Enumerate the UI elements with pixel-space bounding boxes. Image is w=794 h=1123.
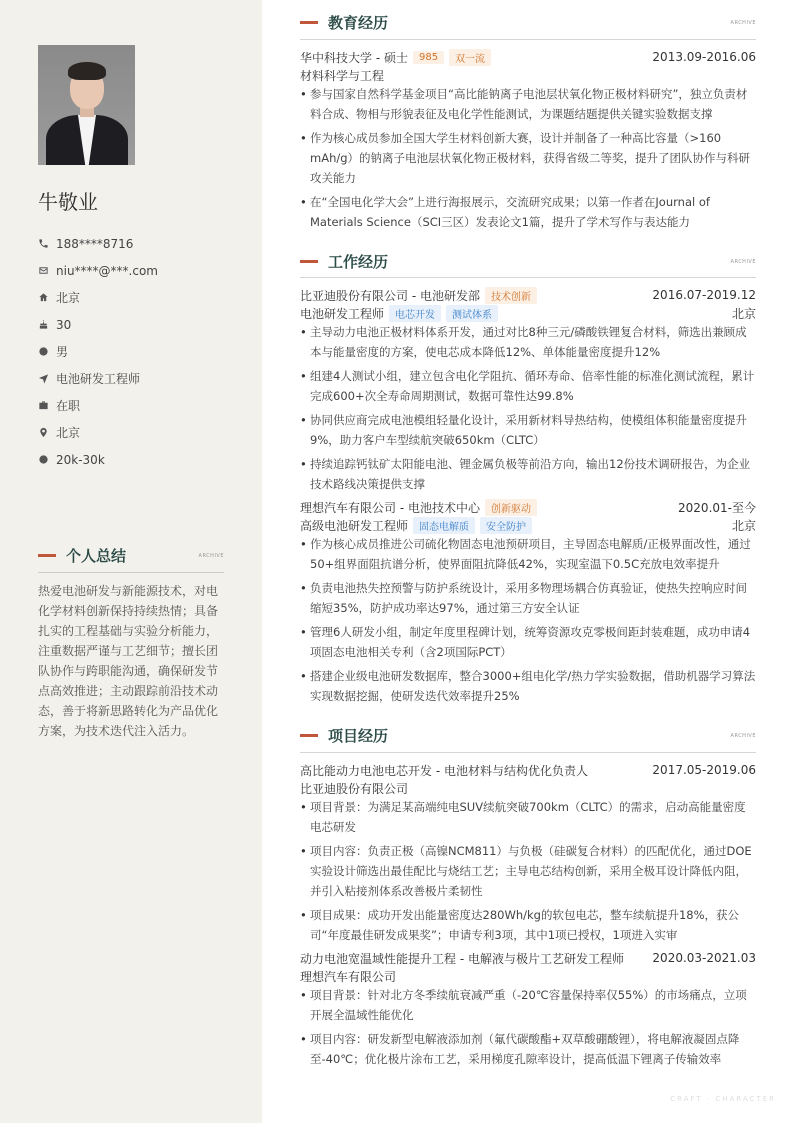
heading-accent-bar: [300, 260, 318, 263]
job-bullet: • 持续追踪钙钛矿太阳能电池、锂金属负极等前沿方向，输出12份技术调研报告，为企业技术路线决策提供支撑: [300, 454, 756, 494]
job-city: 北京: [731, 306, 756, 321]
job-city: 北京: [731, 518, 756, 533]
cake-icon: [38, 319, 49, 330]
education-tag: 985: [413, 51, 444, 64]
summary-title: 个人总结: [66, 547, 127, 565]
project-name: 动力电池宽温域性能提升工程 - 电解液与极片工艺研发工程师: [300, 951, 624, 966]
info-gender-text: 男: [56, 345, 69, 359]
info-status: [38, 392, 248, 419]
info-target-position: [38, 365, 248, 392]
info-email-text: niu****@***.com: [56, 263, 158, 278]
education-major-row: [300, 66, 756, 84]
profile-photo: [38, 45, 135, 165]
job-role-tag: 电芯开发: [389, 305, 441, 322]
job-role: 高级电池研发工程师: [300, 518, 409, 533]
job-company-tag: 创新驱动: [485, 499, 537, 516]
job-role-tag: 测试体系: [446, 305, 498, 322]
job-bullet: • 主导动力电池正极材料体系开发，通过对比8种三元/磷酸铁锂复合材料，筛选出兼顾成本与能量密度的方案，使电芯成本降低12%、单体能量密度提升12%: [300, 322, 756, 362]
education-bullet: • 参与国家自然科学基金项目“高比能钠离子电池层状氧化物正极材料研究”，独立负责材料合成、物相与形貌表征及电化学性能测试，为课题结题提供关键实验数据支撑: [300, 84, 756, 124]
work-heading: [300, 251, 756, 272]
job-role: 电池研发工程师: [300, 306, 385, 321]
education-school: 华中科技大学 - 硕士: [300, 50, 408, 65]
projects-title: 项目经历: [328, 727, 389, 745]
summary-text: 热爱电池研发与新能源技术，对电化学材料创新保持持续热情；具备扎实的工程基础与实验分析能力，注重数据严谨与工艺细节；擅长团队协作与跨职能沟通，确保研发节点高效推进；主动跟踪前沿技术动态，善于将新思路转化为产品优化方案，为技术迭代注入活力。: [38, 584, 219, 738]
briefcase-icon: [38, 400, 49, 411]
info-residence-text: 北京: [56, 291, 81, 305]
projects-divider: [300, 752, 756, 753]
mail-icon: [38, 265, 49, 276]
watermark: CRAFT · CHARACTER: [670, 1095, 776, 1103]
phone-icon: [38, 238, 49, 249]
education-divider: [300, 39, 756, 40]
project-bullet: • 项目内容：研发新型电解液添加剂（氟代碳酸酯+双草酸硼酸锂），将电解液凝固点降至-40℃；优化极片涂布工艺，采用梯度孔隙率设计，提高低温下锂离子传输效率: [300, 1029, 756, 1069]
job-role-row: [300, 516, 756, 534]
education-bullet: • 作为核心成员参加全国大学生材料创新大赛，设计并制备了一种高比容量（>160 mAh/g）的钠离子电池层状氧化物正极材料，获得省级二等奖，提升了团队协作与科研攻关能力: [300, 128, 756, 188]
education-title: 教育经历: [328, 14, 389, 32]
info-salary-text: 20k-30k: [56, 452, 105, 467]
project-period: 2020.03-2021.03: [652, 951, 756, 965]
heading-accent-bar: [38, 554, 56, 557]
work-title: 工作经历: [328, 253, 389, 271]
projects-archive-label: ARCHIVE: [730, 732, 756, 739]
project-name-row: [300, 949, 756, 967]
work-archive-label: ARCHIVE: [730, 258, 756, 265]
heading-accent-bar: [300, 21, 318, 24]
job-bullet: • 负责电池热失控预警与防护系统设计，采用多物理场耦合仿真验证，使热失控响应时间缩短35%，防护成功率达97%，通过第三方安全认证: [300, 578, 756, 618]
info-target-city-text: 北京: [56, 426, 81, 440]
info-email: [38, 257, 248, 284]
summary-heading: [38, 545, 224, 566]
education-heading: [300, 12, 756, 33]
job-role-tag: 安全防护: [480, 517, 532, 534]
job-bullet: • 搭建企业级电池研发数据库，整合3000+组电化学/热力学实验数据，借助机器学习算法实现数据挖掘，使研发迭代效率提升25%: [300, 666, 756, 706]
location-icon: [38, 427, 49, 438]
summary-divider: [38, 572, 224, 573]
job-bullet: • 协同供应商完成电池模组轻量化设计，采用新材料导热结构，使模组体积能量密度提升9%，助力客户车型续航突破650km（CLTC）: [300, 410, 756, 450]
project-company-row: [300, 967, 756, 985]
job-company-tag: 技术创新: [485, 287, 537, 304]
info-age: [38, 311, 248, 338]
job-company: 理想汽车有限公司 - 电池技术中心: [300, 500, 480, 515]
education-school-row: [300, 48, 756, 66]
project-bullet: • 项目成果：成功开发出能量密度达280Wh/kg的软包电芯，整车续航提升18%，获公司“年度最佳研发成果奖”；申请专利3项，其中1项已授权，1项进入实审: [300, 905, 756, 945]
send-icon: [38, 373, 49, 384]
info-residence: [38, 284, 248, 311]
info-phone: [38, 230, 248, 257]
project-company: 理想汽车有限公司: [300, 969, 397, 984]
education-period: 2013.09-2016.06: [652, 50, 756, 64]
job-role-tag: 固态电解质: [413, 517, 475, 534]
job-company: 比亚迪股份有限公司 - 电池研发部: [300, 288, 480, 303]
education-bullet: • 在“全国电化学大会”上进行海报展示，交流研究成果；以第一作者在Journal of Materials Science（SCI三区）发表论文1篇，提升了学术写作与表达能力: [300, 192, 756, 232]
job-bullet: • 组建4人测试小组，建立包含电化学阻抗、循环寿命、倍率性能的标准化测试流程，累计完成600+次全寿命周期测试，数据可靠性达99.8%: [300, 366, 756, 406]
project-bullet: • 项目背景：为满足某高端纯电SUV续航突破700km（CLTC）的需求，启动高能量密度电芯研发: [300, 797, 756, 837]
contact-info-list: [38, 230, 248, 473]
info-status-text: 在职: [56, 399, 81, 413]
info-gender: [38, 338, 248, 365]
education-major: 材料科学与工程: [300, 68, 385, 83]
job-bullet: • 管理6人研发小组，制定年度里程碑计划，统筹资源攻克零极间距封装难题，成功申请4项固态电池相关专利（含2项国际PCT）: [300, 622, 756, 662]
info-target-city: [38, 419, 248, 446]
info-target-position-text: 电池研发工程师: [56, 372, 141, 386]
info-phone-text: 188****8716: [56, 236, 134, 251]
job-company-row: [300, 286, 756, 304]
candidate-name: 牛敬业: [38, 190, 98, 214]
project-bullet: • 项目背景：针对北方冬季续航衰减严重（-20℃容量保持率仅55%）的市场痛点，立项开展全温域性能优化: [300, 985, 756, 1025]
job-role-row: [300, 304, 756, 322]
project-name: 高比能动力电池电芯开发 - 电池材料与结构优化负责人: [300, 763, 588, 778]
heading-accent-bar: [300, 734, 318, 737]
project-bullet: • 项目内容：负责正极（高镍NCM811）与负极（硅碳复合材料）的匹配优化，通过DOE实验设计筛选出最佳配比与烧结工艺；主导电芯结构创新，采用全极耳设计降低内阻，并引入粘接剂体系改善极片柔韧性: [300, 841, 756, 901]
job-period: 2020.01-至今: [678, 500, 756, 515]
projects-heading: [300, 725, 756, 746]
education-archive-label: ARCHIVE: [730, 19, 756, 26]
info-salary: [38, 446, 248, 473]
summary-archive-label: ARCHIVE: [198, 552, 224, 559]
project-name-row: [300, 761, 756, 779]
job-company-row: [300, 498, 756, 516]
project-company-row: [300, 779, 756, 797]
salary-icon: [38, 454, 49, 465]
job-bullet: • 作为核心成员推进公司硫化物固态电池预研项目，主导固态电解质/正极界面改性，通过50+组界面阻抗谱分析，使界面阻抗降低42%，实现室温下0.5C充放电效率提升: [300, 534, 756, 574]
work-divider: [300, 277, 756, 278]
job-period: 2016.07-2019.12: [652, 288, 756, 302]
project-company: 比亚迪股份有限公司: [300, 781, 409, 796]
education-tag: 双一流: [449, 49, 491, 66]
info-age-text: 30: [56, 317, 72, 332]
project-period: 2017.05-2019.06: [652, 763, 756, 777]
home-icon: [38, 292, 49, 303]
gender-icon: [38, 346, 49, 357]
